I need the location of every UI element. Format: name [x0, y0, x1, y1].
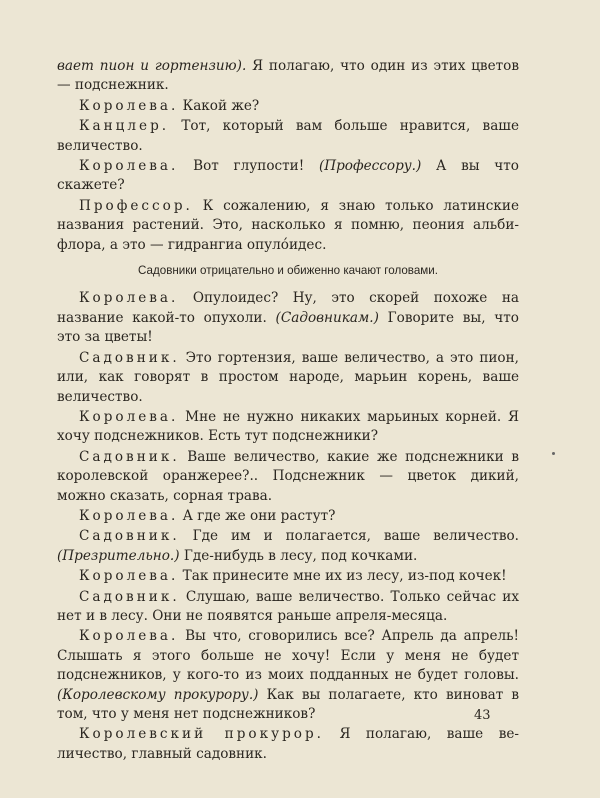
- speech-text: А вы что скажете?: [57, 158, 519, 194]
- dialogue-paragraph: [57, 567, 519, 586]
- dialogue-paragraph: [57, 157, 519, 196]
- speech-text: Опулоидес? Ну, это скорей похоже на название какой-то опухоли.: [57, 290, 519, 326]
- speech-text: Вот глупости!: [178, 158, 319, 175]
- speaker-name: Королева.: [79, 628, 179, 645]
- speaker-name: Королева.: [79, 568, 179, 585]
- dialogue-paragraph: [57, 527, 519, 566]
- dialogue-paragraph: [57, 408, 519, 447]
- speaker-name: Королева.: [79, 290, 179, 307]
- stage-remark: (Садовникам.): [275, 309, 379, 326]
- speech-text: Я полагаю, что один из этих цветов — подснежник.: [57, 58, 519, 94]
- speech-text: Мне не нужно никаких марьиных корней. Я хочу подснежников. Есть тут подснежники?: [57, 408, 519, 445]
- speaker-name: Садовник.: [79, 349, 180, 366]
- dialogue-paragraph: [57, 627, 519, 724]
- speaker-name: Королева.: [79, 158, 179, 175]
- speech-text: Ваше величество, какие же подснежники в королевской оранжерее?.. Подснежник — цветок дикий, можно сказать, сорная трава.: [57, 448, 519, 504]
- speaker-name: Канцлер.: [79, 118, 170, 135]
- dialogue-paragraph: [57, 57, 519, 96]
- stage-remark: (Профессору.): [318, 158, 422, 175]
- speaker-name: Королева.: [79, 97, 179, 114]
- speech-text: Слушаю, ваше величество. Только сейчас их нет и в лесу. Они не появятся раньше апреля-месяца.: [57, 588, 519, 624]
- speech-text: Это гортензия, ваше величество, а это пион, или, как говорят в простом народе, марьин корень, ваше величество.: [57, 349, 519, 405]
- speech-text: К сожалению, я знаю только латинские названия растений. Это, насколько я помню, пеония альбифлора, а это — гидрангиа опулóидес.: [57, 197, 519, 253]
- speech-text: Вы что, сговорились все? Апрель да апрель! Слышать я этого больше не хочу! Если у меня не будет подснежников, у кого-то из моих подданных не будет головы.: [57, 628, 519, 684]
- speech-text: Как вы полагаете, кто виноват в том, что у меня нет подснежников?: [57, 686, 519, 722]
- speaker-name: Профессор.: [79, 197, 193, 214]
- page-number: 43: [474, 708, 491, 723]
- dialogue-paragraph: [57, 588, 519, 627]
- stage-remark: (Презрительно.): [57, 547, 180, 564]
- dialogue-paragraph: [57, 507, 519, 526]
- stage-remark: (Королевскому прокурору.): [57, 686, 259, 703]
- speech-text: Тот, который вам больше нравится, ваше величество.: [57, 118, 519, 154]
- speaker-name: Королевский прокурор.: [79, 726, 324, 743]
- speech-text: Говорите вы, что это за цветы!: [57, 309, 519, 346]
- stage-remark: вает пион и гортензию).: [57, 58, 247, 74]
- speech-text: Где им и полагается, ваше величество.: [179, 528, 519, 545]
- play-text: [57, 57, 519, 765]
- speaker-name: Садовник.: [79, 448, 180, 465]
- speech-text: Какой же?: [178, 97, 260, 114]
- speaker-name: Садовник.: [79, 528, 180, 545]
- speaker-name: Королева.: [79, 507, 179, 524]
- speech-text: Садовники отрицательно и обиженно качают головами.: [138, 264, 438, 278]
- speech-text: Где-нибудь в лесу, под кочками.: [179, 547, 418, 564]
- stage-direction: [57, 261, 519, 280]
- speech-text: Я полагаю, ваше величество, главный садовник.: [57, 726, 519, 762]
- speech-text: Так принесите мне их из лесу, из-под кочек!: [178, 568, 507, 585]
- speaker-name: Королева.: [79, 408, 179, 425]
- speck-mark: [552, 452, 555, 455]
- speaker-name: Садовник.: [79, 588, 180, 605]
- dialogue-paragraph: [57, 725, 519, 764]
- dialogue-paragraph: [57, 289, 519, 347]
- dialogue-paragraph: [57, 117, 519, 156]
- dialogue-paragraph: [57, 448, 519, 506]
- dialogue-paragraph: [57, 349, 519, 407]
- dialogue-paragraph: [57, 197, 519, 255]
- dialogue-paragraph: [57, 97, 519, 116]
- speech-text: А где же они растут?: [178, 507, 336, 524]
